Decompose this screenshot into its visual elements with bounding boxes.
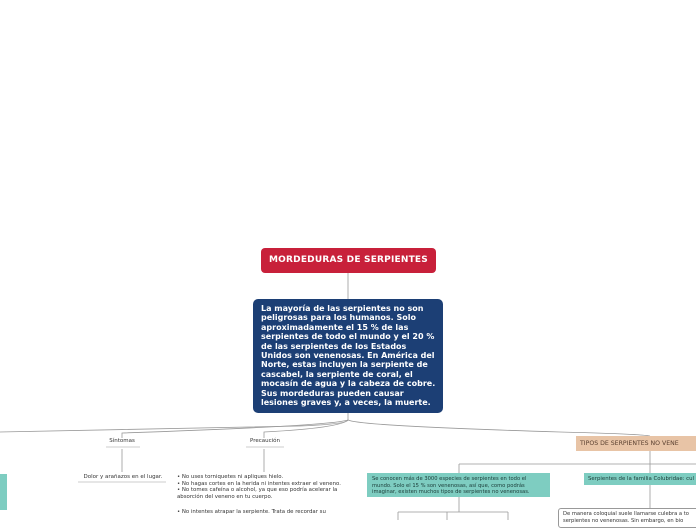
subtopic-coloquial[interactable] [558,508,696,528]
coloquial-line: De manera coloquial suele llamarse culebra a to [563,511,689,517]
precaucion-item: • No uses torniquetes ni apliques hielo. [177,474,284,480]
topic-precaucion[interactable]: Precaución [249,438,281,444]
subtopic-dolor[interactable]: Dolor y arañazos en el lugar. [83,474,163,480]
subtopic-colubridae[interactable]: Serpientes de la familia Colubridae: cul [584,473,696,485]
coloquial-line: serpientes no venenosas. Sin embargo, en bio [563,517,684,524]
subtopic-especies[interactable]: Se conocen más de 3000 especies de serpientes en todo el mundo. Solo el 15 % son venenosas, así que, como podrás imaginar, existen muchos tipos de serpientes no venenosas. [367,473,550,497]
precaucion-item: • No hagas cortes en la herida ni intentes extraer el veneno. [177,480,341,487]
subtopic-precaucion-list[interactable] [177,474,352,516]
precaucion-item: • No tomes cafeína o alcohol, ya que eso podría acelerar la absorción del veneno en tu cuerpo. [177,487,338,500]
main-topic[interactable]: La mayoría de las serpientes no son peligrosas para los humanos. Solo aproximadamente el 15 % de las serpientes de todo el mundo y el 20 % de las serpientes de los Estados Unidos son venenosas. En América del Norte, estas incluyen la serpiente de cascabel, la serpiente de coral, el mocasín de agua y la cabeza de cobre. Sus mordeduras pueden causar lesiones graves y, a veces, la muerte. [253,299,443,413]
topic-tipos-no-venenosas[interactable]: TIPOS DE SERPIENTES NO VENE [576,436,696,451]
offscreen-topic-left[interactable] [0,474,7,510]
precaucion-item: • No intentes atrapar la serpiente. Trata de recordar su [177,509,326,516]
root-topic[interactable]: MORDEDURAS DE SERPIENTES [261,248,436,273]
topic-sintomas[interactable]: Síntomas [109,438,135,444]
